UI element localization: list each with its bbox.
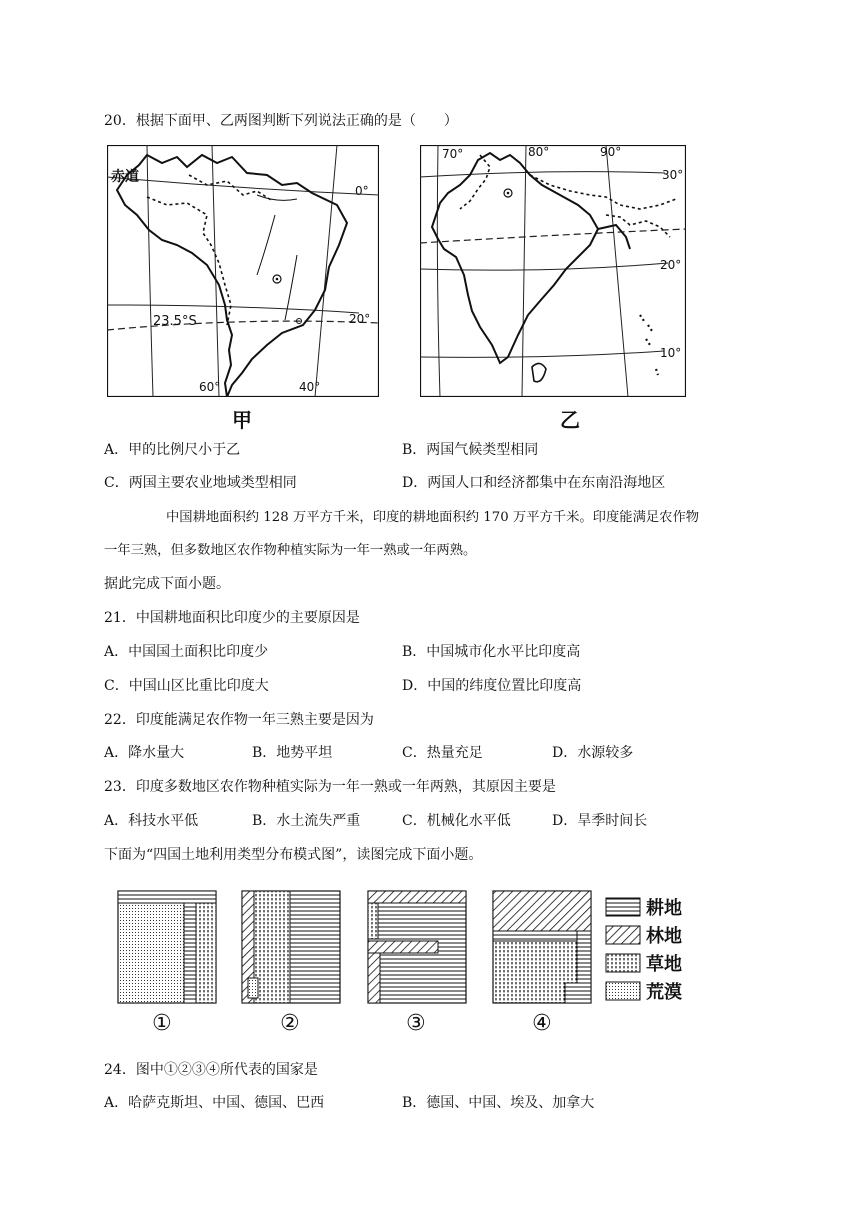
legend-grassland: 草地 xyxy=(646,954,682,975)
panel-2 xyxy=(242,891,340,1003)
map-jia xyxy=(107,145,379,397)
q21-option-d[interactable]: D．中国的纬度位置比印度高 xyxy=(402,678,582,694)
q23-option-b[interactable]: B．水土流失严重 xyxy=(252,813,361,829)
equator-label: 赤道 xyxy=(111,169,139,185)
panel-label-4: ④ xyxy=(532,1011,552,1036)
question-20-stem: 20．根据下面甲、乙两图判断下列说法正确的是（ ） xyxy=(104,113,458,129)
q21-option-b[interactable]: B．中国城市化水平比印度高 xyxy=(402,644,581,660)
passage2: 下面为“四国土地利用类型分布模式图”，读图完成下面小题。 xyxy=(104,847,483,863)
q22-option-a[interactable]: A．降水量大 xyxy=(104,745,185,761)
q21-option-a[interactable]: A．中国国土面积比印度少 xyxy=(104,644,269,660)
q24-option-a[interactable]: A．哈萨克斯坦、中国、德国、巴西 xyxy=(104,1095,325,1111)
q22-option-c[interactable]: C．热量充足 xyxy=(402,745,483,761)
lon-label-90: 90° xyxy=(600,145,622,159)
q20-option-c[interactable]: C．两国主要农业地域类型相同 xyxy=(104,475,297,491)
map-jia-label: 甲 xyxy=(232,408,252,432)
map-yi xyxy=(420,145,686,397)
passage1-line1: 中国耕地面积约 128 万平方千米，印度的耕地面积约 170 万平方千米。印度能满足农作物 xyxy=(166,510,700,525)
panel-1 xyxy=(118,891,216,1003)
panel-label-1: ① xyxy=(152,1011,172,1036)
panel-label-3: ③ xyxy=(406,1011,426,1036)
question-22-stem: 22．印度能满足农作物一年三熟主要是因为 xyxy=(104,712,374,728)
map-yi-label: 乙 xyxy=(560,408,580,432)
question-23-stem: 23．印度多数地区农作物种植实际为一年一熟或一年两熟，其原因主要是 xyxy=(104,779,556,795)
legend-cropland: 耕地 xyxy=(646,898,682,919)
question-21-stem: 21．中国耕地面积比印度少的主要原因是 xyxy=(104,610,360,626)
q23-option-c[interactable]: C．机械化水平低 xyxy=(402,813,511,829)
lat-label-0: 0° xyxy=(355,184,369,198)
question-24-stem: 24．图中①②③④所代表的国家是 xyxy=(104,1062,318,1078)
q20-option-b[interactable]: B．两国气候类型相同 xyxy=(402,442,539,458)
panel-label-2: ② xyxy=(280,1011,300,1036)
q20-option-d[interactable]: D．两国人口和经济都集中在东南沿海地区 xyxy=(402,475,666,491)
panel-3 xyxy=(368,891,466,1003)
landuse-figure xyxy=(110,886,700,1036)
lat-label-20b: 20° xyxy=(660,258,682,272)
q20-option-a[interactable]: A．甲的比例尺小于乙 xyxy=(104,442,241,458)
landuse-legend xyxy=(606,897,682,1003)
lat-label-tropic: 23.5°S xyxy=(153,314,197,329)
lon-label-70: 70° xyxy=(442,147,464,161)
legend-desert: 荒漠 xyxy=(646,982,682,1003)
q22-option-d[interactable]: D．水源较多 xyxy=(552,745,634,761)
lon-label-80: 80° xyxy=(528,145,550,159)
lon-label-40: 40° xyxy=(299,380,321,394)
q22-option-b[interactable]: B．地势平坦 xyxy=(252,745,333,761)
q23-option-a[interactable]: A．科技水平低 xyxy=(104,813,199,829)
q24-option-b[interactable]: B．德国、中国、埃及、加拿大 xyxy=(402,1095,595,1111)
passage1-line2: 一年三熟，但多数地区农作物种植实际为一年一熟或一年两熟。 xyxy=(104,543,477,558)
legend-forest: 林地 xyxy=(646,926,682,947)
lat-label-30: 30° xyxy=(662,168,684,182)
panel-4 xyxy=(493,891,591,1003)
lat-label-20: 20° xyxy=(349,312,371,326)
lon-label-60: 60° xyxy=(199,380,221,394)
passage1-line3: 据此完成下面小题。 xyxy=(104,576,230,592)
q23-option-d[interactable]: D．旱季时间长 xyxy=(552,813,648,829)
lat-label-10: 10° xyxy=(660,346,682,360)
q21-option-c[interactable]: C．中国山区比重比印度大 xyxy=(104,678,269,694)
